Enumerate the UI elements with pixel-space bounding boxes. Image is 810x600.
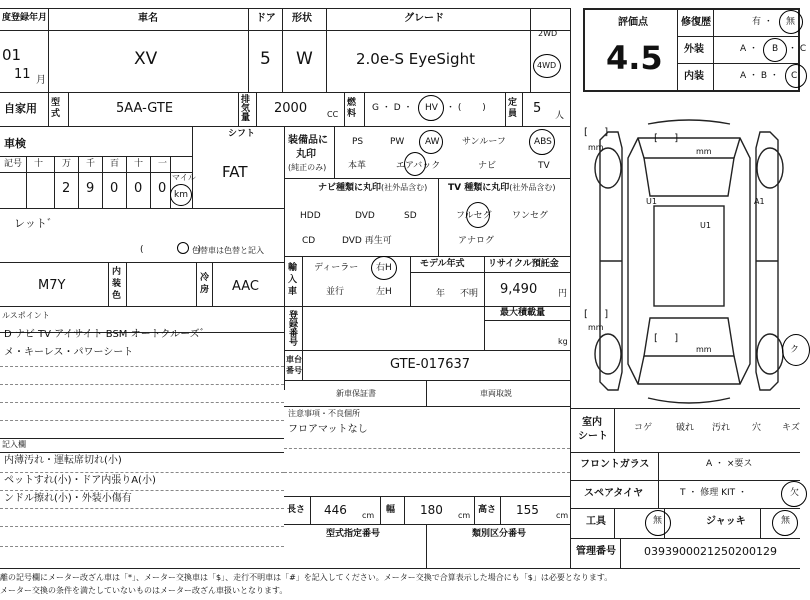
spare-tire-selected: 欠	[790, 488, 800, 498]
tools-selected: 無	[653, 516, 663, 526]
length-value: 446	[324, 503, 347, 517]
repair-label: 修復歴	[681, 17, 711, 28]
sales-line-2: メ・キーレス・パワーシート	[4, 347, 134, 358]
model-year-value: 不明	[460, 289, 479, 299]
equip-abs-circle	[529, 129, 555, 155]
reg-month: 11	[14, 67, 31, 82]
interior-seat-label-b: シート	[578, 431, 608, 442]
import-right-hand: 右H	[376, 263, 392, 273]
height-value: 155	[516, 503, 539, 517]
navi-dvd: DVD	[355, 211, 375, 221]
navi-sd: SD	[404, 211, 417, 221]
import-dealer: ディーラー	[314, 263, 359, 273]
interior-grade-selected: C	[791, 71, 798, 81]
fuel-selected: HV	[425, 103, 438, 113]
capacity-unit: 人	[555, 111, 565, 121]
footer-note-2: メーター交換の条件を満たしていないものはメーター改ざん車扱いとなります。	[0, 586, 288, 595]
drive-2wd: 2WD	[538, 29, 558, 38]
manual-label: 車両取説	[480, 389, 512, 398]
odometer-header-cell: 百	[110, 159, 120, 169]
interior-grade-options: A ・ B ・	[740, 71, 779, 81]
windshield-value: A ・ ×要ス	[706, 459, 753, 469]
tv-analog: アナログ	[458, 236, 495, 246]
notes-text: フロアマットなし	[288, 424, 368, 435]
import-parallel: 並行	[326, 287, 345, 297]
equip-aw-circle	[419, 130, 443, 154]
sales-points-label: ルスポイント	[2, 311, 50, 320]
sales-line-1: D ナビ TV アイサイト BSM オートクルーズ゛	[4, 329, 210, 340]
interior-seat-label-a: 室内	[582, 417, 602, 428]
equip-leather: 本革	[348, 161, 367, 171]
diagram-mm-bottom-right: mm	[696, 345, 712, 354]
color-mark-circle	[177, 242, 189, 254]
exterior-options-b: ・ C	[788, 44, 807, 54]
reg-month-unit: 月	[36, 75, 46, 86]
recycle-value: 9,490	[500, 282, 538, 297]
seat-scratch: キズ	[782, 423, 800, 433]
tv-oneseg: ワンセグ	[512, 211, 549, 221]
length-label: 長さ	[287, 505, 306, 515]
registration-no-label: 登録番号	[289, 311, 299, 348]
tv-fullseg-circle	[466, 202, 490, 228]
class-number-label: 類別区分番号	[472, 529, 527, 539]
shape-label: 形状	[292, 13, 312, 24]
seat-dirt: 汚れ	[712, 423, 731, 433]
notes-label: 注意事項・不良個所	[288, 409, 360, 418]
odometer-header-cell: 十	[134, 159, 144, 169]
navi-hdd: HDD	[300, 211, 321, 221]
seat-tear: 破れ	[676, 423, 695, 433]
shift-label: シフト	[228, 129, 256, 139]
damage-mark-round: ク	[790, 345, 800, 355]
tools-label: 工具	[586, 516, 606, 527]
diagram-bracket-top-left: [ ]	[584, 127, 609, 138]
color-note-paren: ( )	[140, 245, 202, 255]
inspector-line-3: ンドル擦れ(小)・外装小傷有	[4, 493, 132, 504]
equip-navi: ナビ	[478, 161, 497, 171]
import-label-c: 車	[288, 287, 298, 297]
chassis-value: GTE-017637	[390, 357, 471, 372]
odometer-digit: 9	[86, 181, 95, 196]
odometer-header-cell: 十	[34, 159, 44, 169]
exterior-selected-circle	[763, 38, 787, 62]
diagram-bracket-bottom-right: [ ]	[654, 333, 679, 344]
import-left-hand: 左H	[376, 287, 392, 297]
chassis-label-a: 車台	[286, 355, 302, 364]
windshield-label: フロントガラス	[580, 459, 650, 470]
odometer-header-cell: 一	[158, 159, 168, 169]
equip-pw: PW	[390, 137, 405, 147]
reg-date-label: 度登録年月	[2, 13, 48, 23]
equipment-label-c: (純正のみ)	[288, 163, 327, 172]
damage-mark-right: A1	[754, 197, 765, 206]
equipment-label-b: 丸印	[296, 149, 316, 160]
ac-value: AAC	[232, 279, 259, 294]
interior-grade-selected-circle	[785, 64, 807, 88]
doors-value: 5	[260, 49, 271, 69]
odometer-digit: 0	[110, 181, 119, 196]
tools-circle	[645, 510, 671, 536]
color-note: 色替車は色替と記入	[192, 246, 264, 255]
type-value: 5AA-GTE	[116, 101, 174, 116]
score-value: 4.5	[606, 39, 663, 77]
odometer-digit: 0	[134, 181, 143, 196]
damage-round-circle	[782, 334, 810, 366]
fuel-label: 燃料	[347, 98, 357, 119]
odometer-header-cell: 万	[62, 159, 72, 169]
drive-selected-circle	[533, 54, 561, 78]
seat-hole: 穴	[752, 423, 762, 433]
shift-value: FAT	[222, 163, 248, 181]
shape-value: W	[296, 49, 313, 69]
interior-color-label-c: 色	[112, 291, 122, 301]
width-unit: cm	[458, 511, 471, 520]
km-label: km	[174, 190, 188, 200]
type-designation-label: 型式指定番号	[326, 529, 381, 539]
color-value: レット゛	[14, 217, 58, 230]
equip-airbag-circle	[404, 152, 426, 176]
width-value: 180	[420, 503, 443, 517]
chassis-label-b: 番号	[286, 366, 302, 375]
inspector-line-1: 内薄汚れ・運転席切れ(小)	[4, 455, 122, 466]
equip-airbag: エアバック	[396, 161, 441, 171]
footer-note-1: 離の記号欄にメーター改ざん車は「*」、メーター交換車は「$」、走行不明車は「#」を記入してください。メーター交換で合算表示した場合にも「$」は必要となります。	[0, 573, 613, 582]
car-damage-diagram	[578, 118, 800, 404]
seat-burn: コゲ	[634, 423, 653, 433]
diagram-bracket-top-right: [ ]	[654, 133, 679, 144]
odometer-digit: 0	[158, 181, 167, 196]
equip-ps: PS	[352, 137, 364, 147]
warranty-label: 新車保証書	[336, 389, 376, 398]
equip-abs: ABS	[534, 137, 552, 147]
use-label: 自家用	[4, 102, 37, 115]
ac-label-a: 冷	[200, 273, 210, 283]
inspector-label: 記入欄	[2, 440, 26, 449]
exterior-selected: B	[772, 44, 779, 54]
interior-grade-label: 内装	[684, 71, 704, 82]
jack-circle	[772, 510, 798, 536]
displacement-value: 2000	[274, 101, 308, 116]
spare-tire-options: T ・ 修理 KIT ・	[680, 488, 747, 498]
doors-label: ドア	[256, 13, 276, 24]
model-year-unit: 年	[436, 289, 446, 299]
tv-label: TV 種類に丸印(社外品含む)	[448, 183, 556, 193]
spare-tire-label: スペアタイヤ	[584, 488, 644, 499]
displacement-label: 排気量	[241, 95, 251, 123]
repair-selected: 無	[786, 17, 796, 27]
equip-sunroof: サンルーフ	[462, 137, 506, 147]
jack-label: ジャッキ	[706, 516, 746, 527]
exterior-options-a: A ・	[740, 44, 759, 54]
height-label: 高さ	[478, 505, 497, 515]
inspection-label: 車検	[4, 137, 26, 150]
navi-label: ナビ種類に丸印(社外品含む)	[318, 183, 428, 193]
repair-options: 有 ・	[752, 17, 773, 27]
kg-unit: kg	[558, 337, 568, 346]
max-load-label: 最大積載量	[500, 308, 546, 318]
tv-fullseg: フルセグ	[456, 211, 492, 221]
km-selected-circle	[170, 184, 192, 206]
navi-cd: CD	[302, 236, 316, 246]
odometer-digit: 2	[62, 181, 71, 196]
diagram-mm-top-left: mm	[588, 143, 604, 152]
fuel-paren: ・ ( )	[446, 103, 486, 113]
damage-mark-left: U1	[646, 197, 657, 206]
recycle-unit: 円	[558, 289, 568, 299]
interior-color-label-b: 装	[112, 279, 122, 289]
model-year-label: モデル年式	[420, 259, 465, 269]
length-unit: cm	[362, 511, 375, 520]
mile-label: マイル	[172, 173, 196, 182]
damage-mark-center: U1	[700, 221, 711, 230]
record-label: 記号	[4, 159, 23, 169]
equip-aw: AW	[425, 137, 440, 147]
management-no-value: 0393900021250200129	[644, 545, 777, 558]
spare-tire-circle	[781, 481, 807, 507]
model-label: 車名	[138, 13, 158, 24]
capacity-value: 5	[533, 101, 542, 116]
equip-tv: TV	[538, 161, 550, 171]
repair-selected-circle	[779, 10, 803, 34]
import-label-a: 輸	[288, 263, 298, 273]
fuel-options: G ・ D ・	[372, 103, 413, 113]
color-code: M7Y	[38, 278, 66, 293]
drive-4wd: 4WD	[537, 61, 557, 70]
diagram-bracket-bottom-left: [ ]	[584, 309, 609, 320]
grade-value: 2.0e-S EyeSight	[356, 50, 475, 68]
ac-label-b: 房	[200, 285, 210, 295]
exterior-label: 外装	[684, 44, 704, 55]
jack-selected: 無	[781, 516, 791, 526]
height-unit: cm	[556, 511, 569, 520]
diagram-mm-top-right: mm	[696, 147, 712, 156]
width-label: 幅	[386, 505, 396, 515]
reg-year: 01	[2, 46, 22, 64]
model-value: XV	[134, 49, 158, 69]
management-no-label: 管理番号	[576, 546, 616, 557]
inspector-line-2: ペットすれ(小)・ドア内張りA(小)	[4, 475, 156, 486]
capacity-label: 定員	[508, 98, 518, 119]
score-label: 評価点	[618, 17, 648, 28]
grade-label: グレード	[404, 13, 444, 24]
type-label: 型式	[51, 98, 61, 119]
import-label-b: 入	[288, 275, 298, 285]
fuel-selected-circle	[418, 95, 444, 121]
cc-unit: CC	[327, 110, 339, 119]
navi-dvd-play: DVD 再生可	[342, 236, 392, 246]
interior-color-label-a: 内	[112, 267, 122, 277]
equipment-label-a: 装備品に	[288, 135, 328, 146]
right-hand-circle	[371, 256, 397, 280]
odometer-header-cell: 千	[86, 159, 96, 169]
diagram-mm-bottom-left: mm	[588, 323, 604, 332]
recycle-label: リサイクル預託金	[488, 259, 559, 269]
